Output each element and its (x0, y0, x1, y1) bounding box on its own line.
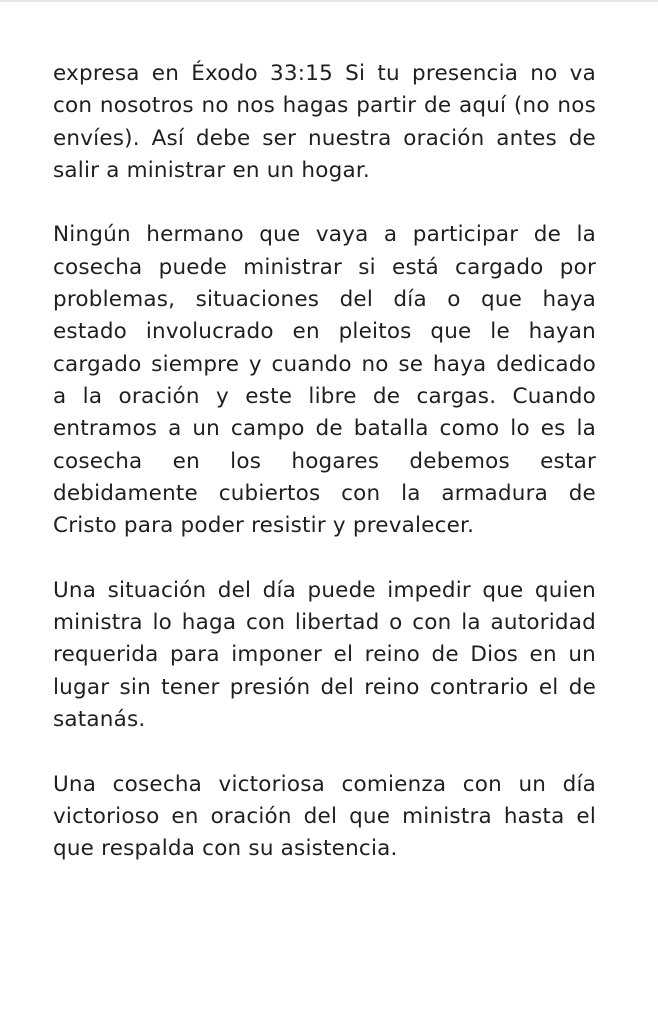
top-divider (0, 0, 658, 2)
document-body (53, 58, 596, 865)
paragraph-3: Una situación del día puede impedir que quien ministra lo haga con libertad o con la autoridad requerida para imponer el reino de Dios en un lugar sin tener presión del reino contrario el de satanás. (53, 577, 596, 732)
paragraph-2: Ningún hermano que vaya a participar de la cosecha puede ministrar si está cargado por problemas, situaciones del día o que haya estado involucrado en pleitos que le hayan cargado siempre y cuando no se haya dedicado a la oración y este libre de cargas. Cuando entramos a un campo de batalla como lo es la cosecha en los hogares debemos estar debidamente cubiertos con la armadura de Cristo para poder resistir y prevalecer. (53, 222, 596, 539)
paragraph-4: Una cosecha victoriosa comienza con un día victorioso en oración del que ministra hasta el que respalda con su asistencia. (53, 771, 596, 862)
paragraph-1: expresa en Éxodo 33:15 Si tu presencia no va con nosotros no nos hagas partir de aquí (no nos envíes). Así debe ser nuestra oración antes de salir a ministrar en un hogar. (53, 61, 596, 183)
